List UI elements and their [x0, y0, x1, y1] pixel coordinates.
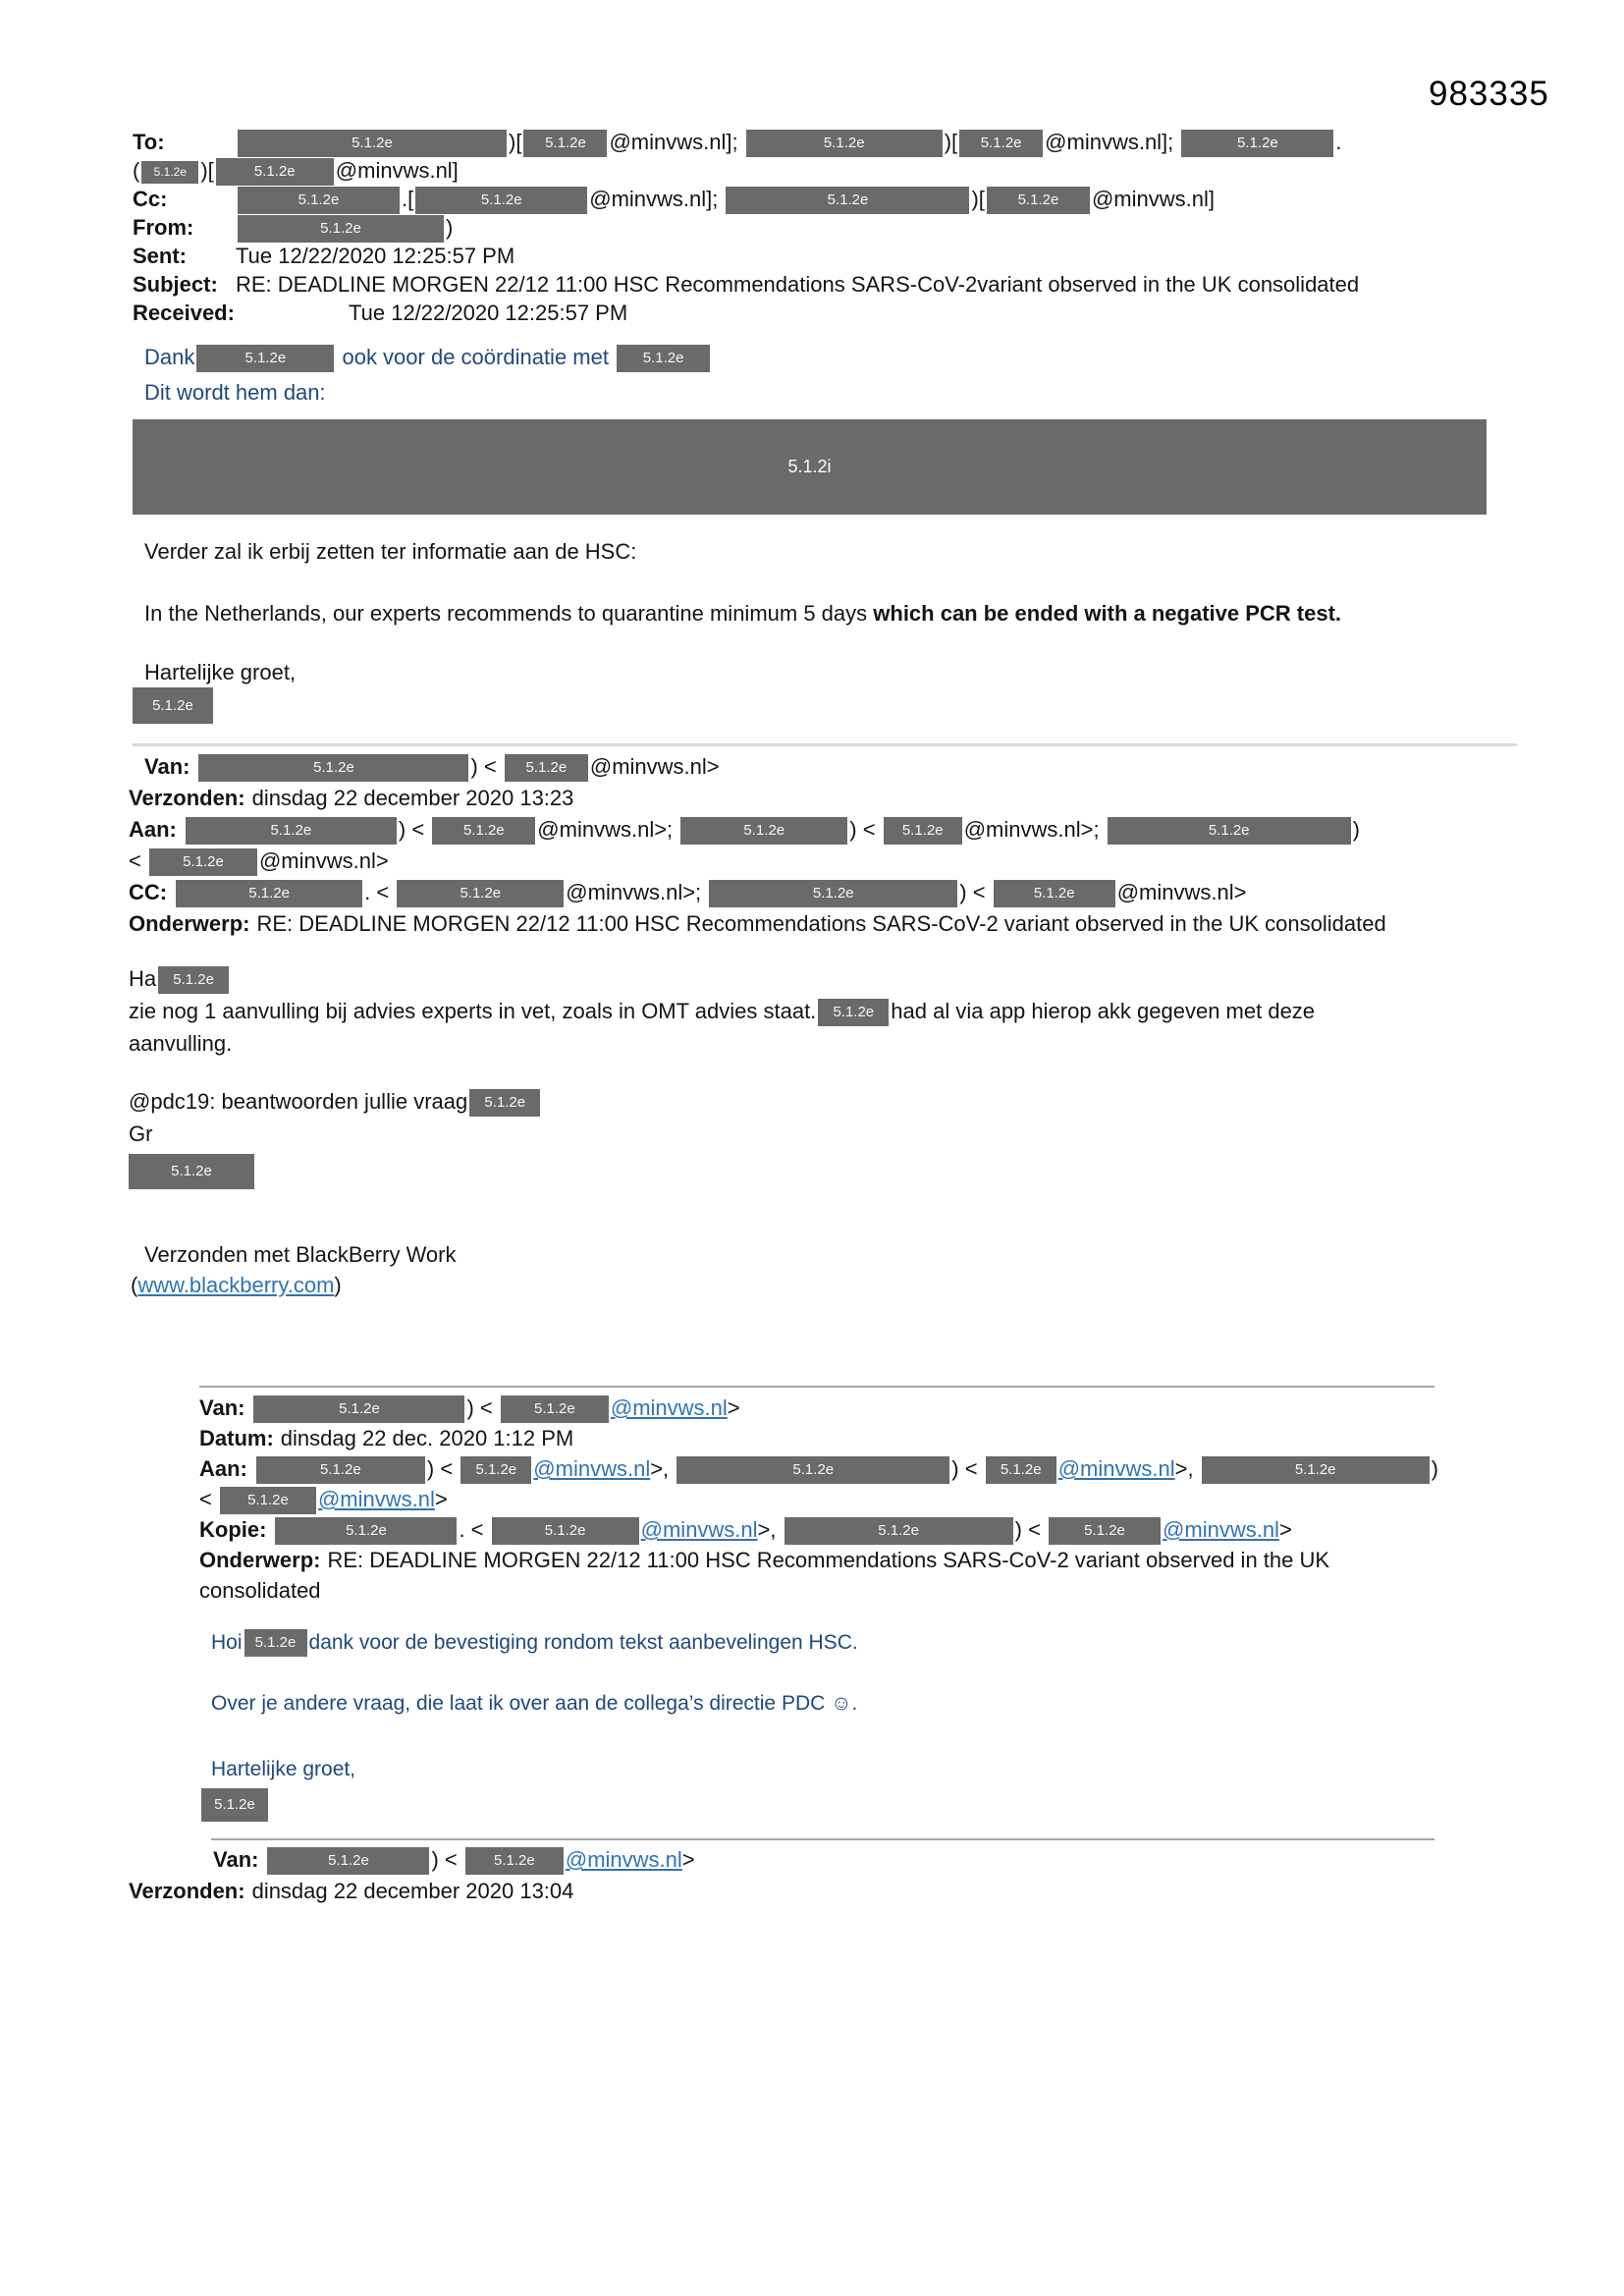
redaction-box: 5.1.2e: [196, 345, 334, 372]
spacer: [236, 319, 349, 320]
text-run: .[: [402, 187, 414, 211]
header-row-cc: [133, 185, 1546, 213]
header3-label-kopie: Kopie:: [199, 1517, 267, 1542]
text-run: @minvws.nl>;: [537, 817, 679, 842]
hyperlink[interactable]: @minvws.nl: [1057, 1456, 1175, 1481]
text-run: @pdc19: beantwoorden jullie vraag: [129, 1089, 468, 1114]
header-value-from: [236, 215, 453, 240]
header2-row-van: [129, 751, 1543, 783]
header2-row-aan: [129, 814, 1543, 846]
paragraph-over: Over je andere vraag, die laat ik over aan de collega’s directie PDC ☺.: [211, 1692, 858, 1715]
header3-label-onderwerp: Onderwerp:: [199, 1548, 321, 1572]
redaction-box: 5.1.2e: [220, 1487, 316, 1514]
header-value-to: [236, 130, 1342, 154]
text-run: RE: DEADLINE MORGEN 22/12 11:00 HSC Recommendations SARS-CoV-2variant observed in the UK consolidated: [236, 272, 1360, 297]
text-run: @minvws.nl];: [589, 187, 725, 211]
text-run: .: [1335, 130, 1342, 154]
redaction-box: 5.1.2e: [238, 215, 444, 243]
header-label-subject: Subject:: [133, 272, 218, 297]
redaction-box: 5.1.2e: [994, 880, 1115, 907]
redaction-box: 5.1.2e: [987, 187, 1090, 214]
text-run: @minvws.nl>: [589, 754, 720, 779]
header-value-to2: [133, 158, 459, 183]
redaction-box: 5.1.2e: [238, 130, 507, 157]
paragraph-pdc19: [129, 1085, 1543, 1118]
header-row-sent: [133, 242, 1546, 270]
header-row-to: [133, 128, 1546, 156]
redaction-box: 5.1.2e: [158, 966, 229, 994]
redaction-block-5-1-2i: 5.1.2i: [133, 419, 1487, 515]
header3-row-aan-continuation: [199, 1484, 1535, 1514]
text-run: dinsdag 22 december 2020 13:04: [251, 1879, 574, 1903]
text-run: @minvws.nl>;: [566, 880, 708, 904]
text-run: ): [446, 215, 454, 240]
blackberry-line2: [131, 1270, 457, 1300]
header4-label-van: Van:: [213, 1847, 259, 1872]
text-run: >: [681, 1847, 695, 1872]
redaction-box: 5.1.2e: [238, 187, 400, 214]
text-run: @minvws.nl]: [1091, 187, 1215, 211]
text-run: ): [1431, 1456, 1438, 1481]
text-run: RE: DEADLINE MORGEN 22/12 11:00 HSC Recommendations SARS-CoV-2 variant observed in the UK: [327, 1548, 1330, 1572]
text-run: )[: [200, 158, 214, 183]
closing-greeting-1: Hartelijke groet,: [144, 660, 297, 684]
header-row-received: [133, 299, 1546, 327]
bold-text: which can be ended with a negative PCR test.: [873, 601, 1342, 626]
header4-row-verzonden: [129, 1876, 1543, 1907]
email2-header: [129, 751, 1543, 940]
header-label-cc: Cc:: [133, 187, 168, 211]
text-run: >: [1278, 1517, 1292, 1542]
header2-label-onderwerp: Onderwerp:: [129, 911, 250, 936]
document-number: 983335: [1429, 75, 1549, 113]
paragraph-dit: Dit wordt hem dan:: [144, 380, 326, 405]
redaction-box: 5.1.2e: [275, 1517, 457, 1545]
text-run: ) <: [959, 880, 992, 904]
text-run: @minvws.nl>;: [963, 817, 1106, 842]
blackberry-signature: [131, 1239, 457, 1300]
text-run: ): [334, 1273, 342, 1297]
redaction-box: 5.1.2e: [415, 187, 587, 214]
header3-label-van: Van:: [199, 1395, 245, 1420]
hyperlink[interactable]: @minvws.nl: [610, 1395, 728, 1420]
text-run: . <: [364, 880, 396, 904]
text-run: dank voor de bevestiging rondom tekst aanbevelingen HSC.: [308, 1631, 858, 1654]
paragraph-aanvulling: aanvulling.: [129, 1031, 233, 1056]
signature-redaction-3: 5.1.2e: [201, 1788, 268, 1822]
redaction-box: 5.1.2e: [141, 161, 198, 184]
text-run: ) <: [431, 1847, 463, 1872]
text-run: )[: [971, 187, 985, 211]
email1-header: [133, 128, 1546, 327]
separator-3: [211, 1838, 1435, 1840]
text-run: ) <: [470, 754, 503, 779]
paragraph-zie: [129, 995, 1543, 1027]
email4-header: [129, 1844, 1543, 1907]
text-run: zie nog 1 aanvulling bij advies experts in vet, zoals in OMT advies staat.: [129, 999, 817, 1023]
text-run: dinsdag 22 dec. 2020 1:12 PM: [280, 1426, 574, 1450]
header2-label-van: Van:: [144, 754, 190, 779]
redaction-box: 5.1.2e: [253, 1395, 464, 1423]
hyperlink[interactable]: @minvws.nl: [565, 1847, 682, 1872]
header-row-to-continuation: [133, 156, 1546, 185]
blackberry-line1: Verzonden met BlackBerry Work: [144, 1242, 457, 1267]
paragraph-gr: Gr: [129, 1121, 153, 1146]
redaction-box: 5.1.2e: [884, 817, 962, 845]
hyperlink[interactable]: @minvws.nl: [640, 1517, 758, 1542]
redaction-box: 5.1.2e: [680, 817, 847, 845]
hyperlink[interactable]: @minvws.nl: [1163, 1517, 1279, 1542]
paragraph-ha: [129, 962, 1543, 995]
text-run: had al via app hierop akk gegeven met deze: [891, 999, 1316, 1023]
redaction-box: 5.1.2e: [785, 1517, 1013, 1545]
separator-2: [199, 1386, 1435, 1388]
text-run: @minvws.nl];: [609, 130, 744, 154]
header2-row-cc: [129, 877, 1543, 908]
header3-label-datum: Datum:: [199, 1426, 274, 1450]
redaction-box: 5.1.2e: [501, 1395, 609, 1423]
header3-row-onderwerp: [199, 1545, 1535, 1575]
header4-row-van: [129, 1844, 1543, 1876]
text-run: RE: DEADLINE MORGEN 22/12 11:00 HSC Recommendations SARS-CoV-2 variant observed in the UK consolidated: [256, 911, 1386, 936]
email3-header: [199, 1393, 1535, 1606]
hyperlink[interactable]: @minvws.nl: [317, 1487, 435, 1511]
redaction-box: 5.1.2e: [198, 754, 468, 782]
redaction-box: 5.1.2e: [1108, 817, 1351, 845]
text-run: Tue 12/22/2020 12:25:57 PM: [349, 301, 628, 325]
header3-row-datum: [199, 1423, 1535, 1453]
redaction-box: 5.1.2e: [959, 130, 1043, 157]
text-run: >: [434, 1487, 448, 1511]
separator-1: [133, 743, 1517, 746]
header2-row-verzonden: [129, 783, 1543, 814]
redaction-box: 5.1.2e: [216, 158, 334, 186]
redaction-box: 5.1.2e: [505, 754, 588, 782]
header2-label-cc: CC:: [129, 880, 168, 904]
closing-greeting-3: Hartelijke groet,: [211, 1758, 356, 1780]
text-run: ) <: [426, 1456, 460, 1481]
header3-row-aan: [199, 1453, 1535, 1484]
redaction-box: 5.1.2e: [818, 999, 889, 1026]
redaction-box: 5.1.2e: [677, 1456, 949, 1484]
redaction-box: 5.1.2e: [523, 130, 607, 157]
text-run: In the Netherlands, our experts recommends to quarantine minimum 5 days: [144, 601, 874, 626]
redaction-box: 5.1.2e: [709, 880, 957, 907]
redaction-box: 5.1.2e: [1181, 130, 1333, 157]
text-run: dinsdag 22 december 2020 13:23: [251, 786, 574, 810]
redaction-box: 5.1.2e: [397, 880, 564, 907]
header-label-from: From:: [133, 215, 194, 240]
header-value-cc: [236, 187, 1215, 211]
header-value-sent: [236, 244, 514, 268]
redaction-box: 5.1.2e: [186, 817, 397, 845]
redaction-box: 5.1.2e: [1202, 1456, 1430, 1484]
redaction-box: 5.1.2e: [986, 1456, 1056, 1484]
email3-body: [199, 1626, 1535, 1822]
header-value-subject: [236, 272, 1359, 297]
hyperlink[interactable]: @minvws.nl: [533, 1456, 651, 1481]
redaction-box: 5.1.2e: [176, 880, 362, 907]
paragraph-netherlands: [144, 601, 1341, 627]
redaction-box: 5.1.2e: [492, 1517, 639, 1545]
text-run: ook voor de coördinatie met: [336, 345, 616, 369]
text-run: >,: [757, 1517, 783, 1542]
paragraph-dank: [144, 340, 1519, 375]
text-run: ): [1352, 817, 1360, 842]
header3-row-onderwerp-continuation: [199, 1575, 1535, 1606]
header-label-sent: Sent:: [133, 244, 187, 268]
hyperlink[interactable]: www.blackberry.com: [137, 1273, 335, 1297]
text-run: >,: [1174, 1456, 1200, 1481]
header-label-received: Received:: [133, 301, 235, 325]
redaction-box: 5.1.2e: [267, 1847, 429, 1875]
redaction-box: 5.1.2e: [432, 817, 535, 845]
paragraph-hoi: [199, 1626, 1535, 1660]
redaction-box: 5.1.2e: [465, 1847, 564, 1875]
email1-body-intro: [144, 340, 1519, 410]
text-run: (: [131, 1273, 138, 1297]
text-run: Tue 12/22/2020 12:25:57 PM: [236, 244, 515, 268]
text-run: Dank: [144, 345, 195, 369]
header3-row-van: [199, 1393, 1535, 1423]
redaction-box: 5.1.2e: [460, 1456, 531, 1484]
text-run: ) <: [466, 1395, 499, 1420]
header-row-from: [133, 213, 1546, 242]
redaction-box: 5.1.2e: [149, 848, 257, 876]
redaction-box: 5.1.2e: [726, 187, 969, 214]
text-run: . <: [459, 1517, 490, 1542]
text-run: )[: [509, 130, 522, 154]
text-run: consolidated: [199, 1578, 321, 1603]
redaction-box: 5.1.2e: [244, 1629, 307, 1657]
header3-row-kopie: [199, 1514, 1535, 1545]
text-run: <: [129, 848, 147, 873]
header2-row-aan-continuation: [129, 846, 1543, 877]
signature-redaction-2: 5.1.2e: [129, 1154, 254, 1189]
header2-label-aan: Aan:: [129, 817, 177, 842]
text-run: ) <: [398, 817, 431, 842]
text-run: @minvws.nl>: [1116, 880, 1247, 904]
redaction-box: 5.1.2e: [617, 345, 710, 372]
redaction-box: 5.1.2e: [469, 1089, 540, 1117]
text-run: Hoi: [211, 1631, 243, 1654]
text-run: @minvws.nl]: [335, 158, 459, 183]
redaction-box: 5.1.2e: [256, 1456, 425, 1484]
text-run: >: [727, 1395, 740, 1420]
header4-label-verzonden: Verzonden:: [129, 1879, 245, 1903]
header3-label-aan: Aan:: [199, 1456, 247, 1481]
text-run: (: [133, 158, 140, 183]
header-row-subject: [133, 270, 1546, 299]
text-run: ) <: [1014, 1517, 1048, 1542]
text-run: >,: [650, 1456, 676, 1481]
text-run: ) <: [849, 817, 882, 842]
signature-redaction-1: 5.1.2e: [133, 687, 213, 724]
text-run: @minvws.nl>: [258, 848, 389, 873]
text-run: Ha: [129, 966, 157, 991]
header-value-received: [236, 301, 627, 325]
text-run: @minvws.nl];: [1045, 130, 1180, 154]
redaction-box: 5.1.2e: [746, 130, 943, 157]
header2-label-verzonden: Verzonden:: [129, 786, 245, 810]
email2-body: [129, 962, 1543, 1189]
header2-row-onderwerp: [129, 908, 1543, 940]
text-run: )[: [944, 130, 958, 154]
header-label-to: To:: [133, 130, 165, 154]
redaction-box: 5.1.2e: [1049, 1517, 1161, 1545]
text-run: <: [199, 1487, 218, 1511]
paragraph-verder: Verder zal ik erbij zetten ter informatie aan de HSC:: [144, 539, 637, 564]
text-run: ) <: [951, 1456, 984, 1481]
